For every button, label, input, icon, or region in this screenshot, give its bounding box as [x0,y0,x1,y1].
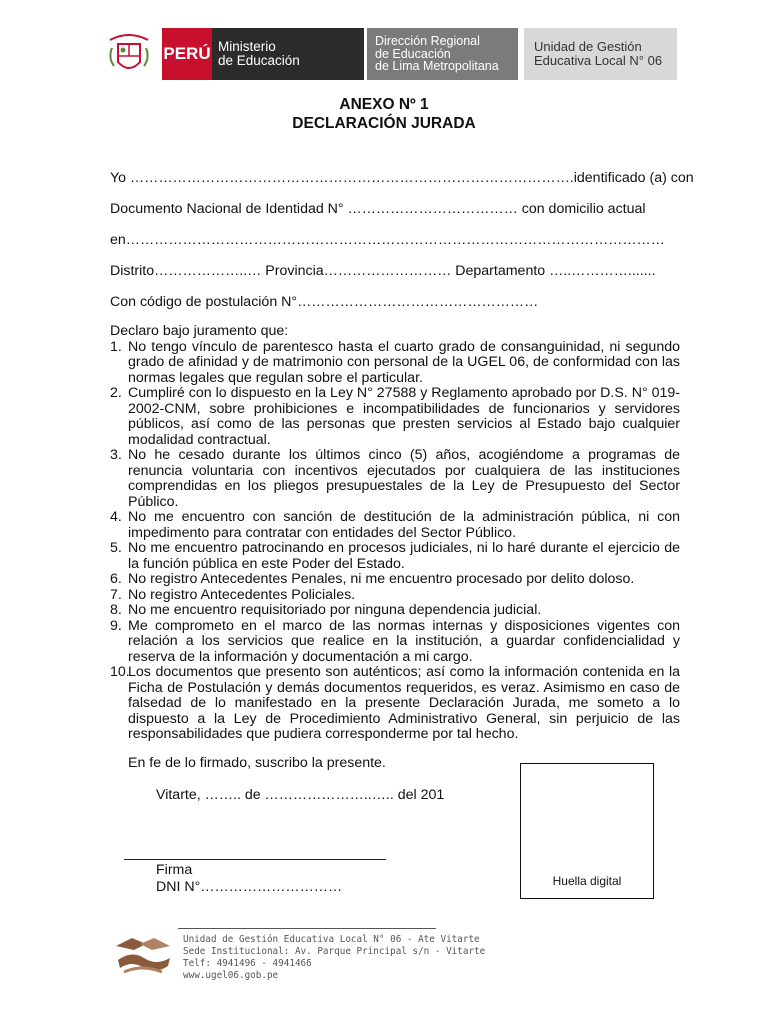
declaration-intro: Declaro bajo juramento que: [110,323,289,339]
peru-brand: PERÚ [162,28,212,80]
date-line: Vitarte, …….. de …………………..….. del 201 [156,787,445,803]
declaration-item: 4. No me encuentro con sanción de destitución de la administración pública, ni con impedimento para contratar con entidades del Sector Público. [110,509,680,541]
declaration-item: 7. No registro Antecedentes Policiales. [110,586,356,603]
dni-signature-line: DNI N°………………………… [156,879,343,895]
declaration-item: 6. No registro Antecedentes Penales, ni me encuentro procesado por delito doloso. [110,571,635,587]
declaration-item: 10. Los documentos que presento son auténticos; así como la información contenida en la Ficha de Postulación y demás documentos requeridos, es veraz. Asimismo en caso de falsedad de lo manifestado en la presente Declaración Jurada, me someto a lo dispuesto a la Ley de Procedimiento Administrativo General, sin perjuicio de las responsabilidades que pudiera corresponderme por tal hecho. [110,664,680,742]
footer-divider [178,928,436,929]
postulation-code-line: Con código de postulación N°…………………………………………… [110,294,539,310]
ministerio-brand: Ministerio de Educación [212,28,364,80]
address-field-line: en…………………………………………………………………………………………………… [110,232,665,248]
signature-label: Firma [156,862,193,878]
closing-statement: En fe de lo firmado, suscribo la presente. [128,755,386,771]
declaration-item: 5. No me encuentro patrocinando en procesos judiciales, ni lo haré durante el ejercicio de la función pública en este Poder del Estado. [110,540,680,572]
declaration-item: 9. Me comprometo en el marco de las normas internas y disposiciones vigentes con relación a los servicios que realice en la institución, a guardar confidencialidad y reserva de la información y documentación a mi cargo. [110,617,680,665]
location-field-line: Distrito………………..… Provincia……………………… Departamento …..…………....... [110,263,656,279]
declaration-item: 2. Cumpliré con lo dispuesto en la Ley N° 27588 y Reglamento aprobado por D.S. N° 019-2002-CNM, sobre prohibiciones e incompatibilidades de funcionarios y servidores públicos, así como de las personas que presten servicios al Estado bajo cualquier modalidad contractual. [110,385,680,448]
coat-of-arms-logo [100,30,158,80]
footer-contact: Unidad de Gestión Educativa Local N° 06 - Ate Vitarte Sede Institucional: Av. Parque Principal s/n - Vitarte Telf: 4941496 - 4941466 www.ugel06.gob.pe [183,934,486,981]
declaration-body [110,324,680,743]
handshake-logo [112,932,174,978]
ugel-brand: Unidad de Gestión Educativa Local N° 06 [524,28,677,80]
dre-brand: Dirección Regional de Educación de Lima Metropolitana [367,28,518,80]
signature-line [124,859,386,860]
fingerprint-label: Huella digital [552,874,622,888]
declaration-item: 8. No me encuentro requisitoriado por ninguna dependencia judicial. [110,602,542,618]
name-field-line: Yo ………………………………………………………………………………….identificado (a) con [110,170,694,186]
document-title: DECLARACIÓN JURADA [292,115,476,132]
declaration-item: 3. No he cesado durante los últimos cinco (5) años, acogiéndome a programas de renuncia voluntaria con incentivos ejecutados por cualquiera de las instituciones comprendidas en los pliegos presupuestales de la Ley de Presupuesto del Sector Público. [110,447,680,510]
annex-title: ANEXO Nº 1 [339,96,429,113]
fingerprint-box [520,763,654,899]
dni-field-line: Documento Nacional de Identidad N° ……………………………… con domicilio actual [110,201,646,217]
declaration-item: 1. No tengo vínculo de parentesco hasta el cuarto grado de consanguinidad, ni segundo grado de afinidad y de matrimonio con personal de la UGEL 06, de conformidad con las normas legales que regulan sobre el particular. [110,338,680,386]
